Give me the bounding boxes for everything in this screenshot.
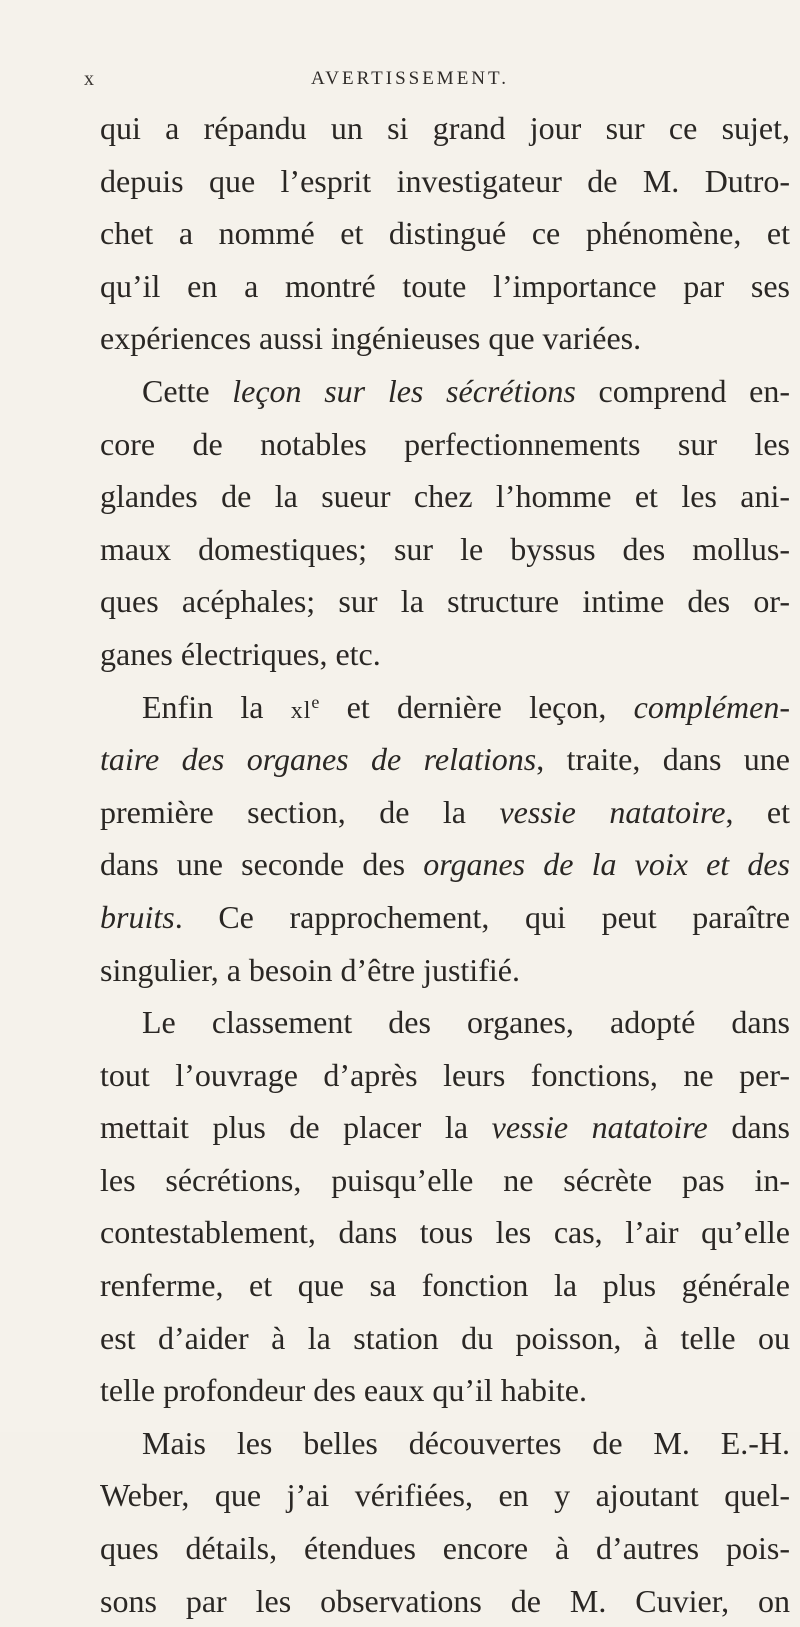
- text-line: taire des organes de relations, traite, dans une: [100, 741, 790, 778]
- text-line: contestablement, dans tous les cas, l’air qu’elle: [100, 1214, 790, 1251]
- italic-phrase: bruits: [100, 898, 175, 935]
- text-line: maux domestiques; sur le byssus des mollus-: [100, 530, 790, 567]
- text-line: core de notables perfectionnements sur les: [100, 425, 790, 462]
- text-line: ques détails, étendues encore à d’autres pois-: [100, 1530, 790, 1567]
- text-line: bruits. Ce rapprochement, qui peut paraître: [100, 898, 790, 935]
- text-line: telle profondeur des eaux qu’il habite.: [100, 1372, 587, 1409]
- text-line: depuis que l’esprit investigateur de M. Dutro-: [100, 162, 790, 199]
- text-line: chet a nommé et distingué ce phénomène, et: [100, 215, 790, 252]
- body-text: [100, 102, 790, 1627]
- text-line: les sécrétions, puisqu’elle ne sécrète pas in-: [100, 1161, 790, 1198]
- text-line: glandes de la sueur chez l’homme et les ani-: [100, 478, 790, 515]
- page-header: [0, 68, 800, 98]
- italic-phrase: vessie natatoire: [499, 793, 726, 830]
- italic-phrase: vessie natatoire: [491, 1109, 708, 1146]
- text-line: mettait plus de placer la vessie natatoire dans: [100, 1109, 790, 1146]
- page-number: x: [84, 68, 95, 90]
- text-line: renferme, et que sa fonction la plus générale: [100, 1267, 790, 1304]
- text-line: qui a répandu un si grand jour sur ce sujet,: [100, 110, 790, 146]
- text-line: Mais les belles découvertes de M. E.-H.: [142, 1424, 790, 1461]
- text-line: Le classement des organes, adopté dans: [142, 1004, 790, 1041]
- text-line: Cette leçon sur les sécrétions comprend en-: [142, 372, 790, 409]
- text-line: dans une seconde des organes de la voix et des: [100, 846, 790, 883]
- italic-phrase: complémen-: [633, 688, 790, 725]
- text-line: première section, de la vessie natatoire, et: [100, 793, 790, 830]
- text-line: singulier, a besoin d’être justifié.: [100, 951, 520, 988]
- text-line: Enfin la $xl^e$ et dernière leçon, complémen-: [142, 688, 790, 725]
- text-line: est d’aider à la station du poisson, à telle ou: [100, 1319, 790, 1356]
- italic-phrase: leçon sur les sécrétions: [232, 372, 576, 409]
- text-line: sons par les observations de M. Cuvier, on: [100, 1582, 790, 1619]
- lesson-number: xl: [290, 697, 312, 724]
- text-line: expériences aussi ingénieuses que variées.: [100, 320, 642, 357]
- text-line: qu’il en a montré toute l’importance par ses: [100, 267, 790, 304]
- text-line: ques acéphales; sur la structure intime des or-: [100, 583, 790, 620]
- italic-phrase: organes de la voix et des: [423, 846, 790, 883]
- running-title: AVERTISSEMENT.: [311, 68, 509, 89]
- text-line: Weber, que j’ai vérifiées, en y ajoutant quel-: [100, 1477, 790, 1514]
- text-line: ganes électriques, etc.: [100, 635, 381, 672]
- italic-phrase: taire des organes de relations: [100, 741, 537, 778]
- text-line: tout l’ouvrage d’après leurs fonctions, ne per-: [100, 1056, 790, 1093]
